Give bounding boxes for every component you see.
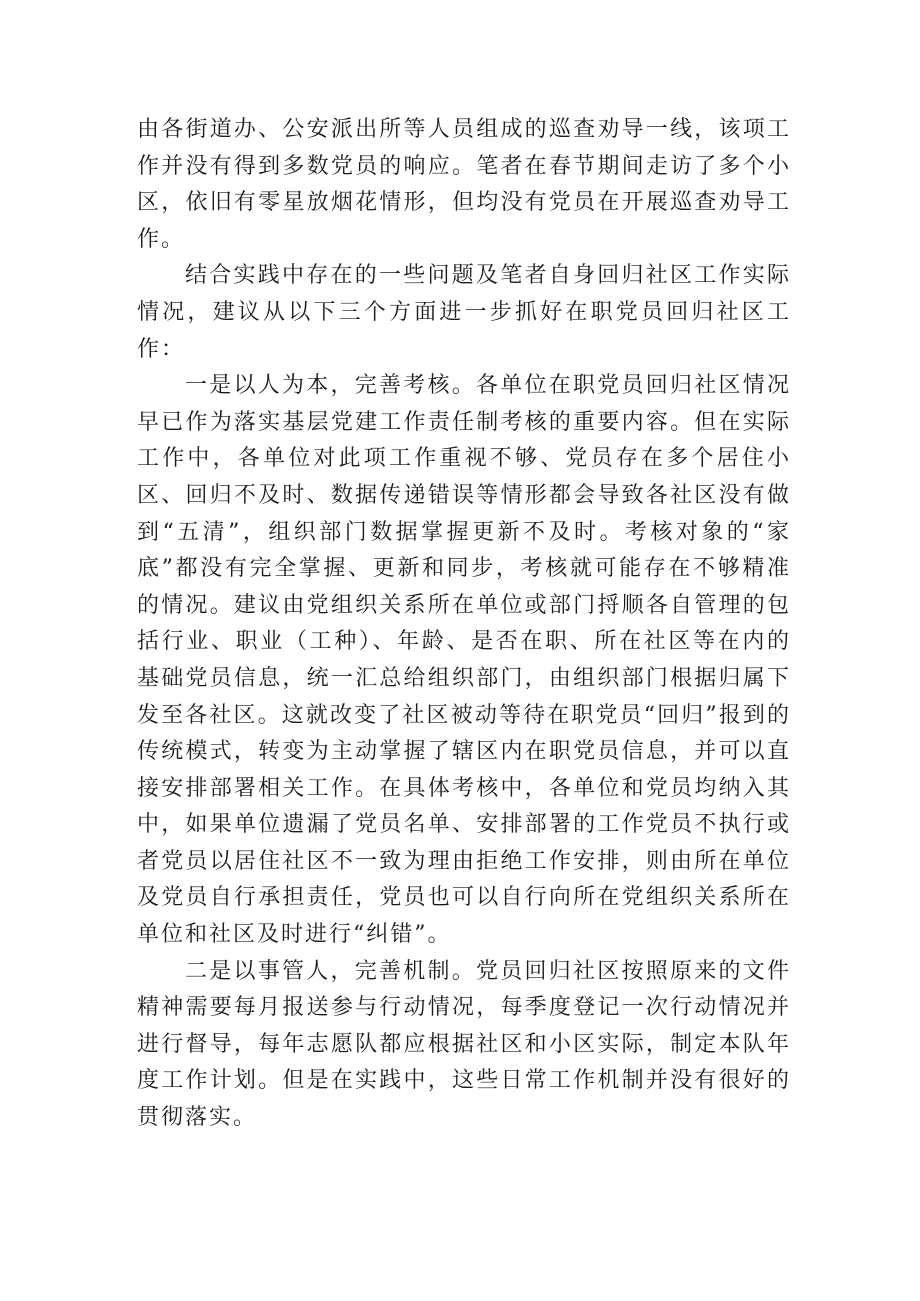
paragraph-1: 由各街道办、公安派出所等人员组成的巡查劝导一线，该项工作并没有得到多数党员的响应。笔者在春节期间走访了多个小区，依旧有零星放烟花情形，但均没有党员在开展巡查劝导工作。: [137, 117, 791, 252]
document-body: [137, 112, 791, 1137]
paragraph-4: 二是以事管人，完善机制。党员回归社区按照原来的文件精神需要每月报送参与行动情况，每季度登记一次行动情况并进行督导，每年志愿队都应根据社区和小区实际，制定本队年度工作计划。但是在实践中，这些日常工作机制并没有很好的贯彻落实。: [137, 958, 791, 1131]
paragraph-2: 结合实践中存在的一些问题及笔者自身回归社区工作实际情况，建议从以下三个方面进一步抓好在职党员回归社区工作：: [137, 263, 791, 362]
paragraph-3: 一是以人为本，完善考核。各单位在职党员回归社区情况早已作为落实基层党建工作责任制考核的重要内容。但在实际工作中，各单位对此项工作重视不够、党员存在多个居住小区、回归不及时、数据传递错误等情形都会导致各社区没有做到“五清”，组织部门数据掌握更新不及时。考核对象的“家底”都没有完全掌握、更新和同步，考核就可能存在不够精准的情况。建议由党组织关系所在单位或部门捋顺各自管理的包括行业、职业（工种）、年龄、是否在职、所在社区等在内的基础党员信息，统一汇总给组织部门，由组织部门根据归属下发至各社区。这就改变了社区被动等待在职党员“回归”报到的传统模式，转变为主动掌握了辖区内在职党员信息，并可以直接安排部署相关工作。在具体考核中，各单位和党员均纳入其中，如果单位遗漏了党员名单、安排部署的工作党员不执行或者党员以居住社区不一致为理由拒绝工作安排，则由所在单位及党员自行承担责任，党员也可以自行向所在党组织关系所在单位和社区及时进行“纠错”。: [137, 373, 791, 948]
